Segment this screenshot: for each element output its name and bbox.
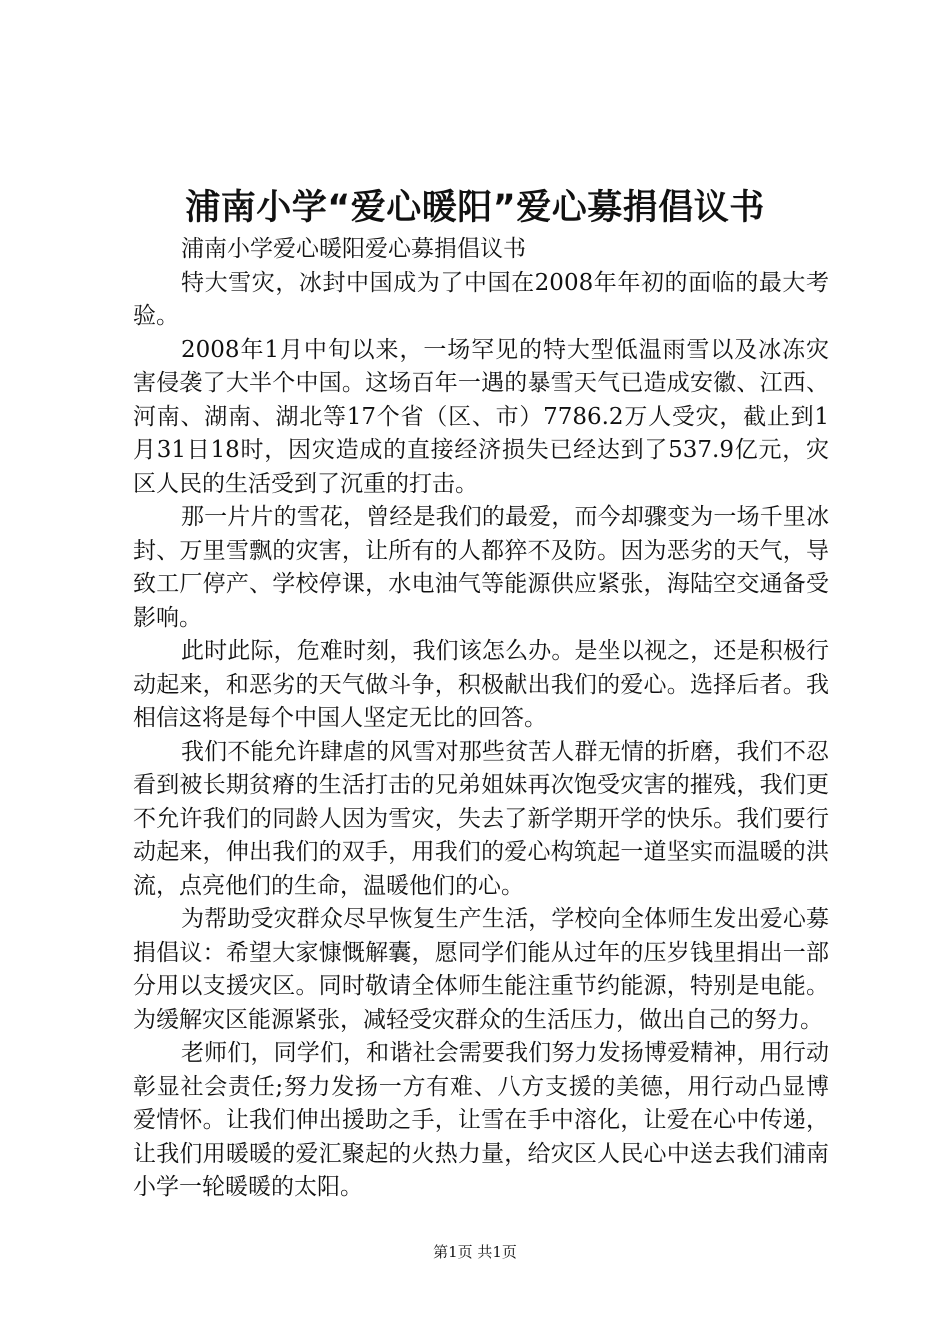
paragraph: 那一片片的雪花，曾经是我们的最爱，而今却骤变为一场千里冰封、万里雪飘的灾害，让所有的人都猝不及防。因为恶劣的天气，导致工厂停产、学校停课，水电油气等能源供应紧张，海陆空交通备受影响。	[133, 504, 829, 631]
document-body	[133, 233, 829, 1205]
paragraph: 老师们，同学们，和谐社会需要我们努力发扬博爱精神，用行动彰显社会责任;努力发扬一方有难、八方支援的美德，用行动凸显博爱情怀。让我们伸出援助之手，让雪在手中溶化，让爱在心中传递，让我们用暖暖的爱汇聚起的火热力量，给灾区人民心中送去我们浦南小学一轮暖暖的太阳。	[133, 1040, 829, 1200]
paragraph: 2008年1月中旬以来，一场罕见的特大型低温雨雪以及冰冻灾害侵袭了大半个中国。这场百年一遇的暴雪天气已造成安徽、江西、河南、湖南、湖北等17个省（区、市）7786.2万人受灾，截止到1月31日18时，因灾造成的直接经济损失已经达到了537.9亿元，灾区人民的生活受到了沉重的打击。	[133, 336, 829, 497]
paragraph: 此时此际，危难时刻，我们该怎么办。是坐以视之，还是积极行动起来，和恶劣的天气做斗争，积极献出我们的爱心。选择后者。我相信这将是每个中国人坚定无比的回答。	[133, 638, 829, 731]
page-number-footer: 第1页 共1页	[433, 1243, 517, 1261]
document-title: 浦南小学“爱心暖阳”爱心募捐倡议书	[185, 188, 765, 228]
paragraph: 特大雪灾，冰封中国成为了中国在2008年年初的面临的最大考验。	[133, 269, 829, 329]
paragraph: 为帮助受灾群众尽早恢复生产生活，学校向全体师生发出爱心募捐倡议：希望大家慷慨解囊，愿同学们能从过年的压岁钱里捐出一部分用以支援灾区。同时敬请全体师生能注重节约能源，特别是电能。为缓解灾区能源紧张，减轻受灾群众的生活压力，做出自己的努力。	[133, 906, 829, 1033]
paragraph-subtitle: 浦南小学爱心暖阳爱心募捐倡议书	[181, 236, 526, 262]
paragraph: 我们不能允许肆虐的风雪对那些贫苦人群无情的折磨，我们不忍看到被长期贫瘠的生活打击的兄弟姐妹再次饱受灾害的摧残，我们更不允许我们的同龄人因为雪灾，失去了新学期开学的快乐。我们要行动起来，伸出我们的双手，用我们的爱心构筑起一道坚实而温暖的洪流，点亮他们的生命，温暖他们的心。	[133, 738, 829, 899]
